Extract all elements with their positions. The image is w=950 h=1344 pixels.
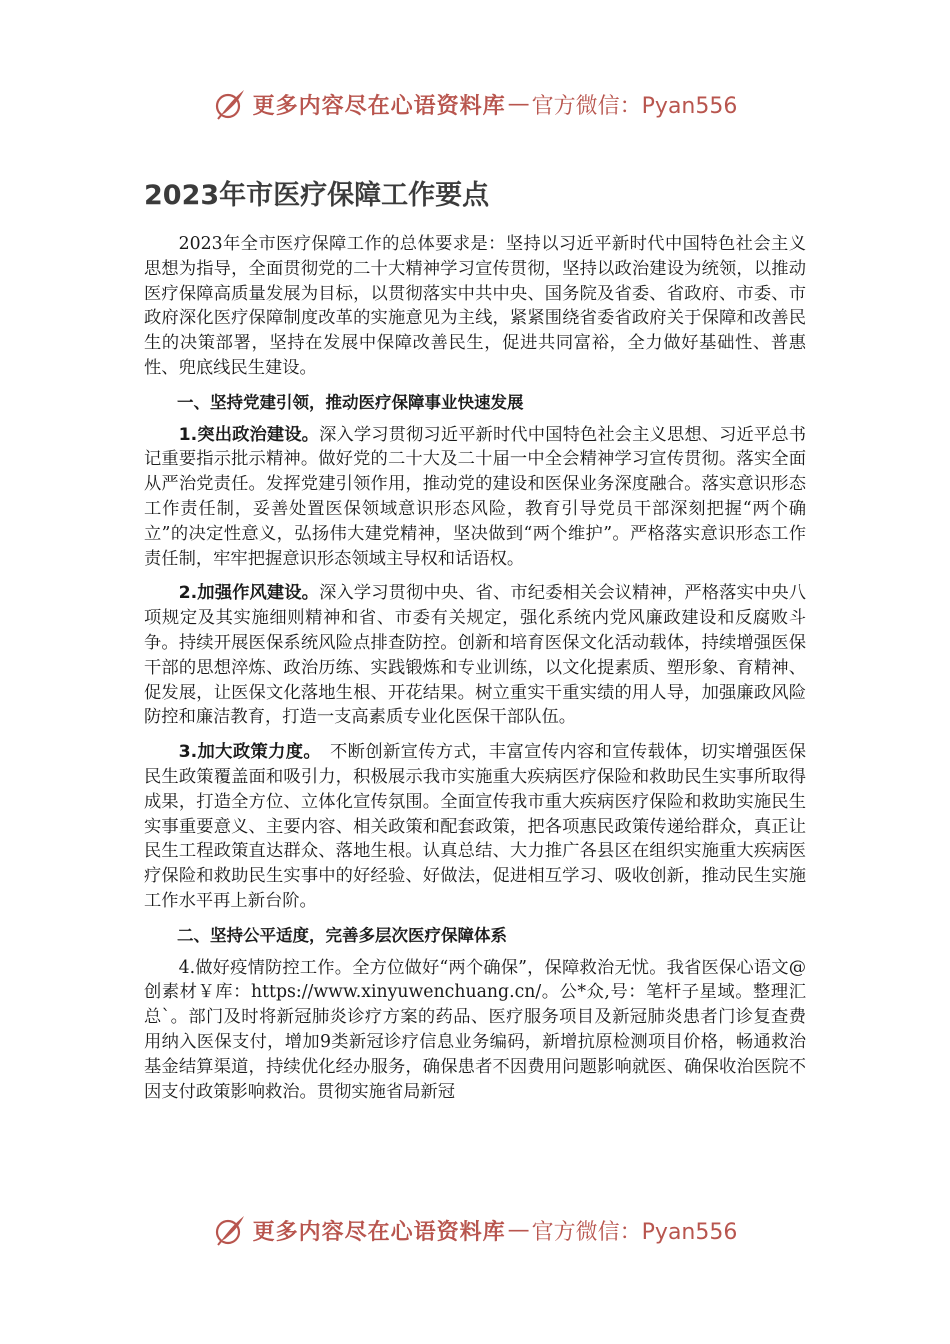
header-watermark-banner [0, 84, 950, 124]
banner-wechat: 官方微信：Pyan556 [531, 93, 738, 119]
banner-separator: — [507, 91, 530, 117]
item-4-paragraph: 4.做好疫情防控工作。全方位做好“两个确保”，保障救治无忧。我省医保心语文@创素材￥库：https://www.xinyuwenchuang.cn/。公*众,号：笔杆子星域。整理汇总`。部门及时将新冠肺炎诊疗方案的药品、医疗服务项目及新冠肺炎患者门诊复查费用纳入医保支付，增加9类新冠诊疗信息业务编码，新增抗原检测项目价格，畅通救治基金结算渠道，持续优化经办服务，确保患者不因费用问题影响就医、确保收治医院不因支付政策影响救治。贯彻实施省局新冠 [144, 957, 806, 1102]
section-1-heading: 一、坚持党建引领，推动医疗保障事业快速发展 [177, 392, 524, 412]
item-1-body: 深入学习贯彻习近平新时代中国特色社会主义思想、习近平总书记重要指示批示精神。做好党的二十大及二十届一中全会精神学习宣传贯彻。落实全面从严治党责任。发挥党建引领作用，推动党的建设和医保业务深度融合。落实意识形态工作责任制，妥善处置医保领域意识形态风险，教育引导党员干部深刻把握“两个确立”的决定性意义，弘扬伟大建党精神，坚决做到“两个维护”。严格落实意识形态工作责任制，牢牢把握意识形态领域主导权和话语权。 [144, 424, 806, 569]
item-2-paragraph [144, 581, 806, 730]
intro-paragraph: 2023年全市医疗保障工作的总体要求是：坚持以习近平新时代中国特色社会主义思想为指导，全面贯彻党的二十大精神学习宣传贯彻，坚持以政治建设为统领，以推动医疗保障高质量发展为目标，以贯彻落实中共中央、国务院及省委、省政府、市委、市政府深化医疗保障制度改革的实施意见为主线，紧紧围绕省委省政府关于保障和改善民生的决策部署，坚持在发展中保障改善民生，促进共同富裕，全力做好基础性、普惠性、兜底线民生建设。 [144, 234, 806, 378]
banner-text: 更多内容尽在心语资料库 [252, 1219, 506, 1245]
section-2-heading: 二、坚持公平适度，完善多层次医疗保障体系 [177, 925, 507, 945]
quill-logo-icon [213, 1213, 247, 1247]
document-body [144, 232, 806, 1104]
footer-watermark-banner [0, 1210, 950, 1250]
item-3-body: 不断创新宣传方式，丰富宣传内容和宣传载体，切实增强医保民生政策覆盖面和吸引力，积极展示我市实施重大疾病医疗保险和救助民生实事所取得成果，打造全方位、立体化宣传氛围。全面宣传我市重大疾病医疗保险和救助实施民生实事重要意义、主要内容、相关政策和配套政策，把各项惠民政策传递给群众，真正让民生工程政策直达群众、落地生根。认真总结、大力推广各县区在组织实施重大疾病医疗保险和救助民生实事中的好经验、好做法，促进相互学习、吸收创新，推动民生实施工作水平再上新台阶。 [144, 742, 806, 911]
item-1-lead: 1.突出政治建设。 [178, 424, 320, 445]
quill-logo-icon [213, 87, 247, 121]
document-title: 2023年市医疗保障工作要点 [144, 180, 490, 211]
banner-wechat: 官方微信：Pyan556 [531, 1219, 738, 1245]
item-3-lead: 3.加大政策力度。 [178, 742, 313, 763]
banner-separator: — [507, 1217, 530, 1243]
item-2-body: 深入学习贯彻中央、省、市纪委相关会议精神，严格落实中央八项规定及其实施细则精神和省、市委有关规定，强化系统内党风廉政建设和反腐败斗争。持续开展医保系统风险点排查防控。创新和培育医保文化活动载体，持续增强医保干部的思想淬炼、政治历练、实践锻炼和专业训练，以文化提素质、塑形象、育精神、促发展，让医保文化落地生根、开花结果。树立重实干重实绩的用人导，加强廉政风险防控和廉洁教育，打造一支高素质专业化医保干部队伍。 [144, 583, 806, 728]
banner-text: 更多内容尽在心语资料库 [252, 93, 506, 119]
item-3-paragraph [144, 740, 806, 914]
item-2-lead: 2.加强作风建设。 [178, 583, 320, 604]
item-1-paragraph [144, 423, 806, 572]
